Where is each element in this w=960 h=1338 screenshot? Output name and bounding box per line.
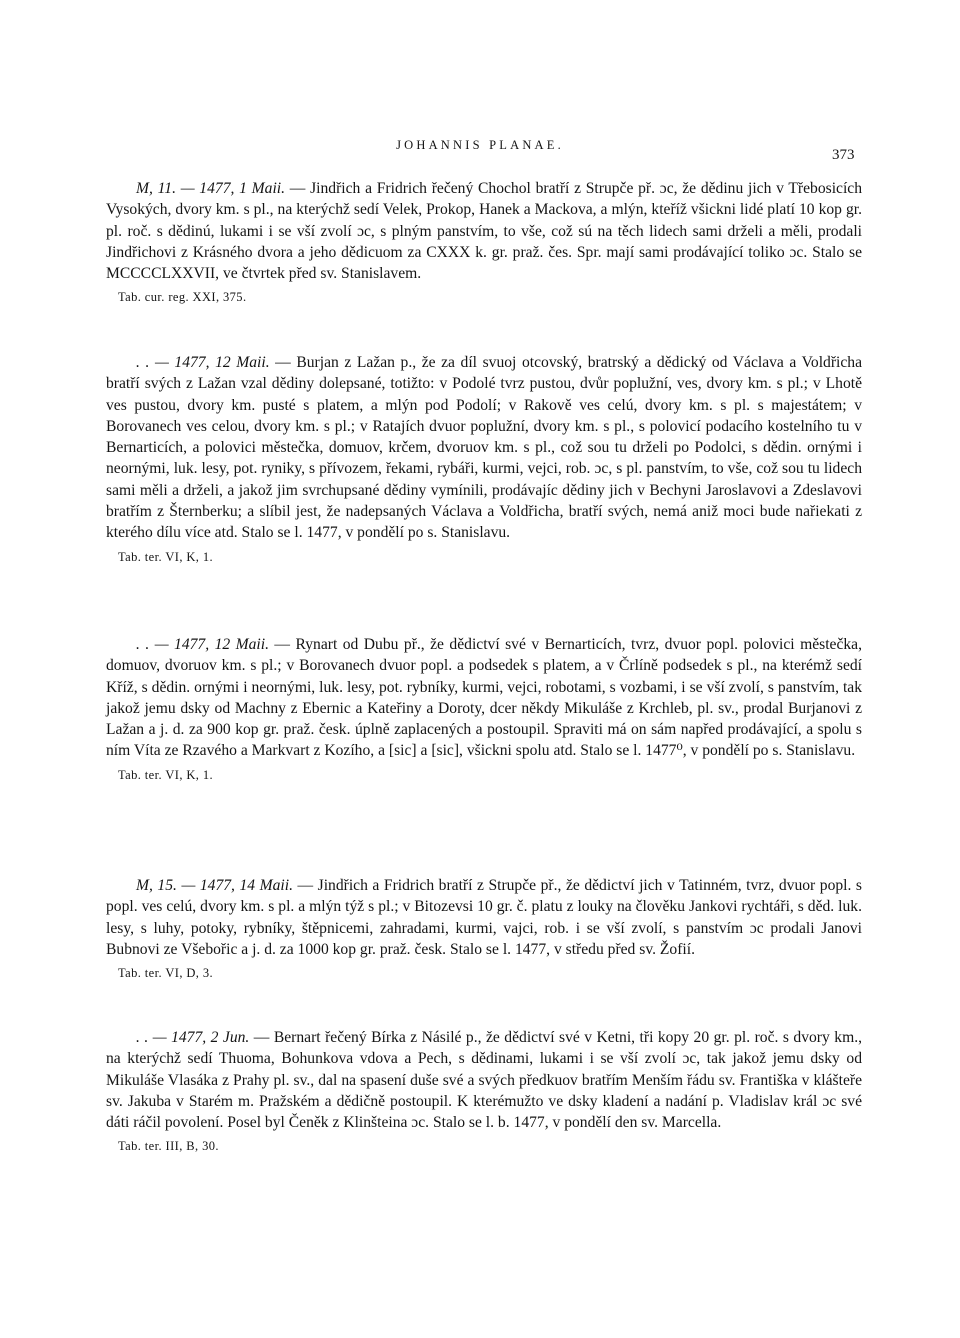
source-citation: Tab. ter. VI, K, 1. <box>118 767 214 782</box>
entry-date: . . — 1477, 2 Jun. <box>136 1029 250 1046</box>
entry-4 <box>106 875 862 981</box>
entry-3 <box>106 634 862 783</box>
entry-body: — Jindřich a Fridrich řečený Chochol bratří z Strupče př. ɔc, že dědinu jich v Třebosicích Vysokých, dvory km. s pl., na kterýchž sedí Velek, Prokop, Hanek a Mackova, a mlýn, kteříž všicknі lidé platí 10 kop gr. pl. roč. s dědinú, lukami i se vší zvolí ɔc, s plným panstvím, to vše, což sú na těch lidech sami drželi a měli, prodali Jindřichovi z Krásného dvora a jeho dědicuom za CXXX k. gr. praž. čes. Spr. mají sami prodávající toliko ɔc. Stalo se MCCCCLXXVII, ve čtvrtek před sv. Stanislavem. <box>106 180 862 283</box>
entry-text <box>106 352 862 544</box>
entry-1 <box>106 178 862 305</box>
entry-date: . . — 1477, 12 Maii. <box>136 636 269 653</box>
entry-date: . . — 1477, 12 Maii. <box>136 354 270 371</box>
entry-body: — Jindřich a Fridrich bratří z Strupče př., že dědictví jich v Tatinném, tvrz, dvuor popl. s popl. ves celú, dvory km. s pl. a mlýn týž s pl.; v Bitozevsi 10 gr. č. platu z louky na člověku Jankovi rychtáři, s děd. luk. lesy, s luhy, potoky, rybníky, štěpnicemi, zahradami, kurmi, vajci, rob. i se vší zvolí, s panstvím ɔc prodali Janovi Bubnovi ze Všebořic a j. d. za 1000 kop gr. praž. česk. Stalo se l. 1477, v středu před sv. Žofií. <box>106 877 862 958</box>
source-citation: Tab. cur. reg. XXI, 375. <box>118 290 247 305</box>
entry-body: — Rynart od Dubu př., že dědictví své v Bernarticích, tvrz, dvuor popl. polovici městečka, domuov, dvoruov km. s pl.; v Borovanech dvuor popl. a podsedek s platem, a v Črlíně podsedek s pl., na kterémž sedí Kříž, s dědin. ornými i neornými, luk. lesy, pot. rybníky, kurmi, vejci, robotami, s vozbami, i se vší zvolí, s panstvím, tak jakož jemu dsky od Machny z Ebernic a Kateřiny a Doroty, dcer někdy Mikuláše z Krchleb, pl. sv., prodal Burjanovi z Lažan a j. d. za 900 kop gr. praž. česk. úplně zaplacených a postoupil. Spraviti má on sám napřed prodávající, a spolu s ním Víta ze Rzavého a Markvart z Kozího, a [sic] a [sic], všicknі spolu atd. Stalo se l. 1477⁰, v pondělí po s. Stanislavu. <box>106 636 862 760</box>
entry-text <box>106 1027 862 1133</box>
entry-text <box>106 634 862 762</box>
entry-2 <box>106 352 862 565</box>
entry-date: M, 11. — 1477, 1 Maii. <box>136 180 286 197</box>
source-citation: Tab. ter. VI, K, 1. <box>118 549 214 564</box>
page-number: 373 <box>832 147 855 163</box>
entry-text <box>106 178 862 284</box>
entry-text <box>106 875 862 960</box>
entry-body: — Burjan z Lažan p., že za díl svuoj otcovský, bratrský a dědický od Václava a Voldřicha bratří svých z Lažan vzal dědiny dolepsané, totižto: v Podolé tvrz pustou, dvůr poplužní, ves, dvory km. s pl.; v Lhotě ves pustou, dvory km. pusté s platem, a mlýn pod Podolí; v Rakově ves celú, dvory km. s pl. s majestátem; v Borovanech ves celou, dvory km. s pl.; v Ratajích dvuor poplužní, dvory km. s pl., s polovicí podacího kostelního tu v Bernarticích, a polovici městečka, domuov, krčem, dvoruov km. s pl., což sou tu drželi po Podolci, s dědin. ornými i neornými, luk. lesy, pot. rynіky, s přívozem, řekami, rybáři, kurmi, vejci, rob. ɔc, s pl. panstvím, to vše, což sou tu lidech sami měli a drželi, a jakož jim svrchupsané dědiny vymínili, prodávajíc dědiny jich v Bechyni Jaroslavovi a Zdeslavovi bratřím z Šternberku; a slíbil jest, že nadepsaných Václava a Voldřicha, bratří svých, nemá aniž moci bude nařiekati z kterého dílu více atd. Stalo se l. 1477, v pondělí po s. Stanislavu. <box>106 354 862 542</box>
entry-5 <box>106 1027 862 1154</box>
entry-date: M, 15. — 1477, 14 Maii. <box>136 877 293 894</box>
entry-body: — Bernart řečený Bírka z Násilé p., že dědictví své v Ketni, tři kopy 20 gr. pl. roč. s dvory km., na kterýchž sedí Thuoma, Bohunkova vdova a Pech, s dědinami, lukami i se vší zvolí ɔc, tak jakož jemu dsky od Mikuláše Vlasáka z Prahy pl. sv., dal na spasení duše své a svých předkuov bratřím Menším řádu sv. Františka v klášteře sv. Jakuba v Starém m. Pražském a dědičně postoupil. K kterémužto ve dsky kladení a nadání p. Vladislav král ɔc své dáti ráčil povolení. Posel byl Čeněk z Klinšteina ɔc. Stalo se l. b. 1477, v pondělí den sv. Marcella. <box>106 1029 862 1132</box>
source-citation: Tab. ter. III, B, 30. <box>118 1139 219 1154</box>
source-citation: Tab. ter. VI, D, 3. <box>118 966 214 981</box>
running-title: JOHANNIS PLANAE. <box>396 138 564 152</box>
